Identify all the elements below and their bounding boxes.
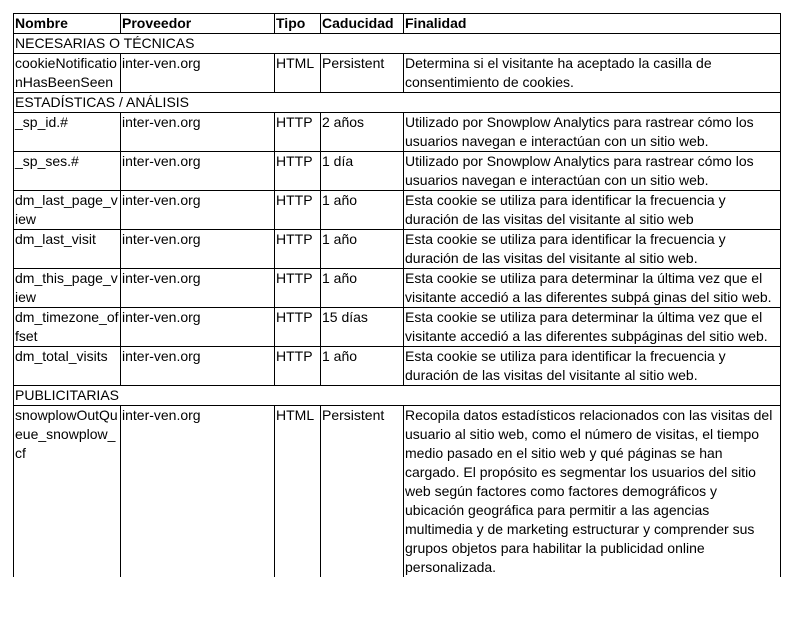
- section-title: ESTADÍSTICAS / ANÁLISIS: [14, 93, 781, 113]
- table-row: [14, 113, 781, 152]
- cookie-provider: inter-ven.org: [121, 230, 275, 269]
- table-row: [14, 230, 781, 269]
- cookie-provider: inter-ven.org: [121, 269, 275, 308]
- cookie-purpose: Esta cookie se utiliza para identificar la frecuencia y duración de las visitas del visitante al sitio web.: [404, 347, 781, 386]
- header-type: Tipo: [275, 14, 321, 34]
- section-title: NECESARIAS O TÉCNICAS: [14, 34, 781, 54]
- cookie-purpose: Utilizado por Snowplow Analytics para rastrear cómo los usuarios navegan e interactúan con un sitio web.: [404, 113, 781, 152]
- header-name: Nombre: [14, 14, 121, 34]
- section-title: PUBLICITARIAS: [14, 386, 781, 406]
- cookie-provider: inter-ven.org: [121, 152, 275, 191]
- table-row: [14, 191, 781, 230]
- cookie-expiry: Persistent: [321, 54, 404, 93]
- cookie-table: [13, 13, 781, 577]
- header-purpose: Finalidad: [404, 14, 781, 34]
- cookie-purpose: Esta cookie se utiliza para determinar la última vez que el visitante accedió a las diferentes subpá ginas del sitio web.: [404, 269, 781, 308]
- cookie-type: HTTP: [275, 347, 321, 386]
- cookie-name: _sp_ses.#: [14, 152, 121, 191]
- cookie-purpose: Recopila datos estadísticos relacionados con las visitas del usuario al sitio web, como el número de visitas, el tiempo medio pasado en el sitio web y qué páginas se han cargado. El propósito es segmentar los usuarios del sitio web según factores como factores demográficos y ubicación geográfica para permitir a las agencias multimedia y de marketing estructurar y comprender sus grupos objetos para habilitar la publicidad online personalizada.: [404, 406, 781, 578]
- cookie-expiry: Persistent: [321, 406, 404, 578]
- table-row: [14, 152, 781, 191]
- table-row: [14, 308, 781, 347]
- cookie-type: HTML: [275, 406, 321, 578]
- cookie-expiry: 1 día: [321, 152, 404, 191]
- cookie-provider: inter-ven.org: [121, 191, 275, 230]
- table-header: [14, 14, 781, 34]
- table-row: [14, 347, 781, 386]
- cookie-name: dm_last_visit: [14, 230, 121, 269]
- cookie-provider: inter-ven.org: [121, 54, 275, 93]
- cookie-name: dm_timezone_offset: [14, 308, 121, 347]
- cookie-type: HTTP: [275, 230, 321, 269]
- cookie-expiry: 2 años: [321, 113, 404, 152]
- cookie-name: dm_last_page_view: [14, 191, 121, 230]
- cookie-purpose: Esta cookie se utiliza para identificar la frecuencia y duración de las visitas del visitante al sitio web: [404, 191, 781, 230]
- cookie-name: cookieNotificationHasBeenSeen: [14, 54, 121, 93]
- cookie-type: HTTP: [275, 152, 321, 191]
- cookie-provider: inter-ven.org: [121, 406, 275, 578]
- cookie-expiry: 1 año: [321, 230, 404, 269]
- cookie-purpose: Esta cookie se utiliza para identificar la frecuencia y duración de las visitas del visitante al sitio web.: [404, 230, 781, 269]
- cookie-type: HTTP: [275, 308, 321, 347]
- cookie-purpose: Esta cookie se utiliza para determinar la última vez que el visitante accedió a las diferentes subpáginas del sitio web.: [404, 308, 781, 347]
- cookie-name: dm_this_page_view: [14, 269, 121, 308]
- cookie-name: _sp_id.#: [14, 113, 121, 152]
- table-row: [14, 269, 781, 308]
- header-expiry: Caducidad: [321, 14, 404, 34]
- table-body: [14, 34, 781, 578]
- cookie-expiry: 1 año: [321, 269, 404, 308]
- cookie-name: snowplowOutQueue_snowplow_cf: [14, 406, 121, 578]
- section-row: [14, 93, 781, 113]
- cookie-provider: inter-ven.org: [121, 308, 275, 347]
- cookie-type: HTTP: [275, 113, 321, 152]
- cookie-expiry: 1 año: [321, 347, 404, 386]
- cookie-purpose: Utilizado por Snowplow Analytics para rastrear cómo los usuarios navegan e interactúan con un sitio web.: [404, 152, 781, 191]
- header-row: [14, 14, 781, 34]
- cookie-provider: inter-ven.org: [121, 113, 275, 152]
- cookie-name: dm_total_visits: [14, 347, 121, 386]
- section-row: [14, 34, 781, 54]
- header-provider: Proveedor: [121, 14, 275, 34]
- cookie-purpose: Determina si el visitante ha aceptado la casilla de consentimiento de cookies.: [404, 54, 781, 93]
- cookie-type: HTML: [275, 54, 321, 93]
- section-row: [14, 386, 781, 406]
- cookie-type: HTTP: [275, 191, 321, 230]
- cookie-expiry: 1 año: [321, 191, 404, 230]
- cookie-provider: inter-ven.org: [121, 347, 275, 386]
- cookie-expiry: 15 días: [321, 308, 404, 347]
- table-row: [14, 54, 781, 93]
- table-row: [14, 406, 781, 578]
- cookie-type: HTTP: [275, 269, 321, 308]
